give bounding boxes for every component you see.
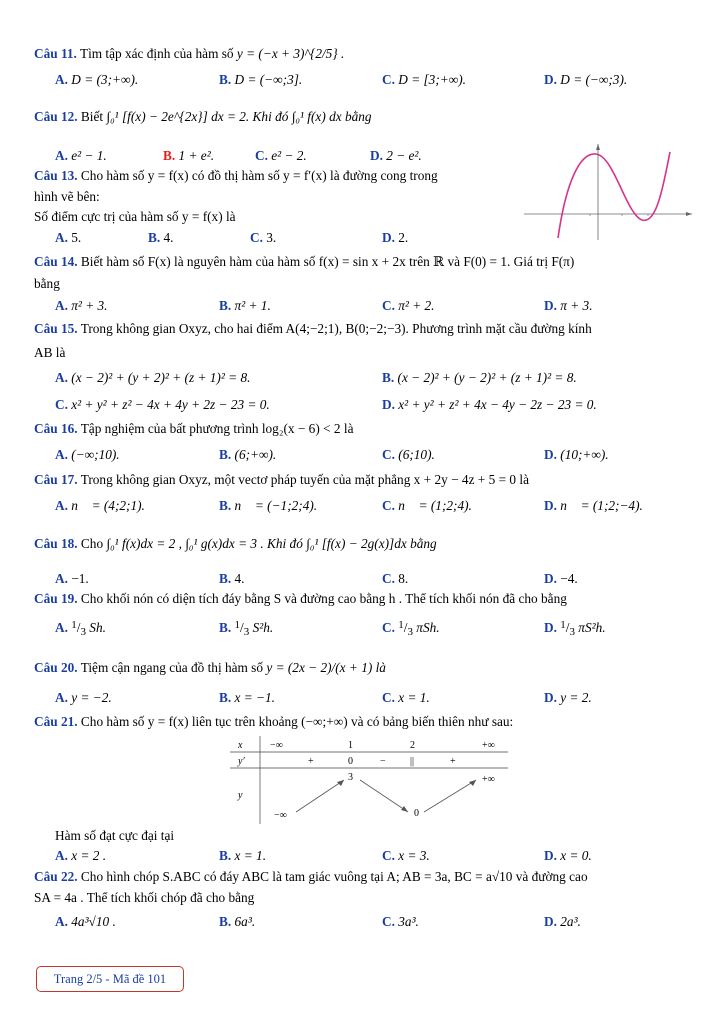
- option-c-letter[interactable]: C.: [382, 914, 395, 929]
- vt-yprime-plus: +: [308, 756, 314, 767]
- question-label: Câu 15.: [34, 321, 78, 336]
- option-a-value: Sh.: [89, 620, 106, 635]
- option-c-value: πSh.: [416, 620, 440, 635]
- question-17: [34, 472, 529, 488]
- question-label: Câu 20.: [34, 660, 78, 675]
- arrow-head-icon: [337, 780, 344, 786]
- question-20: [34, 660, 386, 676]
- option-b-value: n⃗ = (−1;2;4).: [234, 498, 318, 513]
- option-c-letter[interactable]: C.: [382, 690, 395, 705]
- option-b-letter[interactable]: B.: [219, 72, 232, 87]
- option-b-letter[interactable]: B.: [219, 498, 232, 513]
- option-b-letter[interactable]: B.: [382, 370, 395, 385]
- option-d-letter[interactable]: D.: [544, 690, 557, 705]
- option-a-letter[interactable]: A.: [55, 498, 68, 513]
- question-label: Câu 16.: [34, 421, 78, 436]
- option-b-value: (6;+∞).: [234, 447, 277, 462]
- question-text: Cho hàm số y = f(x) liên tục trên khoảng (−∞;+∞) và có bảng biến thiên như sau:: [80, 714, 514, 729]
- option-d-letter[interactable]: D.: [544, 72, 557, 87]
- option-c-letter[interactable]: C.: [250, 230, 263, 245]
- option-a-value: (−∞;10).: [71, 447, 120, 462]
- question-21: [34, 714, 513, 730]
- question-text: Cho hình chóp S.ABC có đáy ABC là tam giác vuông tại A; AB = 3a, BC = a√10 và đường cao: [80, 869, 588, 884]
- option-d-value: y = 2.: [560, 690, 592, 705]
- option-b-letter[interactable]: B.: [219, 447, 232, 462]
- option-b-value: 6a³.: [234, 914, 256, 929]
- fraction-denominator: 3: [80, 626, 86, 638]
- option-d-letter[interactable]: D.: [544, 848, 557, 863]
- question-label: Câu 11.: [34, 46, 77, 61]
- arrow-head-icon: [469, 780, 476, 786]
- y-axis-arrow-icon: [596, 144, 600, 150]
- vt-yprime-plus2: +: [450, 756, 456, 767]
- fraction-one-third: 1: [398, 619, 404, 631]
- vt-y-pos-inf: +∞: [482, 774, 495, 785]
- vt-x-pos-inf: +∞: [482, 740, 495, 751]
- option-a-value: 5.: [71, 230, 82, 245]
- fraction-denominator: 3: [569, 626, 575, 638]
- option-b-letter[interactable]: B.: [219, 914, 232, 929]
- question-22-line2: SA = 4a . Thể tích khối chóp đã cho bằng: [34, 890, 255, 905]
- question-15-line2: AB là: [34, 345, 66, 360]
- question-16: [34, 421, 353, 437]
- option-c-value: x = 3.: [398, 848, 430, 863]
- option-a-letter[interactable]: A.: [55, 690, 68, 705]
- question-text: Biết: [80, 109, 104, 124]
- question-text: Biết hàm số F(x) là nguyên hàm của hàm số f(x) = sin x + 2x trên ℝ và F(0) = 1. Giá trị F(π): [80, 254, 575, 269]
- vt-y-label: y: [238, 790, 243, 801]
- question-math: ∫₀¹ f(x)dx = 2 , ∫₀¹ g(x)dx = 3 . Khi đó ∫₀¹ [f(x) − 2g(x)]dx bằng: [106, 536, 437, 551]
- option-d-letter[interactable]: D.: [382, 397, 395, 412]
- variation-table: [230, 736, 508, 824]
- option-a-value: 4a³√10 .: [71, 914, 116, 929]
- vt-x-label: x: [238, 740, 243, 751]
- option-a-letter[interactable]: A.: [55, 447, 68, 462]
- question-18: [34, 536, 437, 552]
- option-b-letter[interactable]: B.: [219, 690, 232, 705]
- option-b-letter-marked[interactable]: B.: [163, 148, 176, 163]
- option-a-letter[interactable]: A.: [55, 72, 68, 87]
- option-a-letter[interactable]: A.: [55, 298, 68, 313]
- option-a-value: D = (3;+∞).: [71, 72, 139, 87]
- option-c-value: x = 1.: [398, 690, 430, 705]
- arrow-head-icon: [401, 806, 408, 812]
- question-text: Trong không gian Oxyz, cho hai điểm A(4;−2;1), B(0;−2;−3). Phương trình mặt cầu đường kính: [80, 321, 592, 336]
- question-label: Câu 13.: [34, 168, 78, 183]
- option-b-letter[interactable]: B.: [219, 298, 232, 313]
- vt-x-1: 1: [348, 740, 353, 751]
- x-axis-arrow-icon: [686, 212, 692, 216]
- vt-yprime-label: y′: [238, 756, 245, 767]
- question-14: [34, 254, 574, 270]
- option-b-letter[interactable]: B.: [148, 230, 161, 245]
- question-text: Tìm tập xác định của hàm số: [79, 46, 234, 61]
- question-math: y = (−x + 3)^{2/5} .: [236, 46, 345, 61]
- option-b-letter[interactable]: B.: [219, 620, 232, 635]
- vt-x-neg-inf: −∞: [270, 740, 283, 751]
- option-d-value: D = (−∞;3).: [560, 72, 628, 87]
- option-d-value: n⃗ = (1;2;−4).: [560, 498, 643, 513]
- options-17: [0, 498, 725, 514]
- option-a-value: x = 2 .: [71, 848, 107, 863]
- option-d-value: 2a³.: [560, 914, 581, 929]
- option-b-value: 4.: [163, 230, 174, 245]
- question-12: [34, 109, 372, 125]
- vt-y-0: 0: [414, 808, 419, 819]
- option-d-letter[interactable]: D.: [544, 447, 557, 462]
- option-c-letter[interactable]: C.: [255, 148, 268, 163]
- question-text: Cho hàm số y = f(x) có đồ thị hàm số y = f′(x) là đường cong trong: [80, 168, 438, 183]
- option-b-value: 4.: [234, 571, 245, 586]
- question-text: Cho khối nón có diện tích đáy bằng S và đường cao bằng h . Thể tích khối nón đã cho bằng: [80, 591, 567, 606]
- question-13-line3: Số điểm cực trị của hàm số y = f(x) là: [34, 209, 236, 224]
- option-b-value: (x − 2)² + (y − 2)² + (z + 1)² = 8.: [397, 370, 577, 385]
- fraction-denominator: 3: [407, 626, 413, 638]
- question-label: Câu 14.: [34, 254, 78, 269]
- fraction-one-third: 1: [71, 619, 77, 631]
- option-d-value: (10;+∞).: [560, 447, 609, 462]
- option-c-letter[interactable]: C.: [382, 298, 395, 313]
- derivative-curve: [558, 152, 670, 238]
- option-c-letter[interactable]: C.: [382, 498, 395, 513]
- option-a-value: (x − 2)² + (y + 2)² + (z + 1)² = 8.: [71, 370, 251, 385]
- option-a-letter[interactable]: A.: [55, 914, 68, 929]
- option-b-value: 1 + e².: [178, 148, 215, 163]
- option-c-value: x² + y² + z² − 4x + 4y + 2z − 23 = 0.: [71, 397, 270, 412]
- vt-y-3: 3: [348, 772, 353, 783]
- option-b-value: x = −1.: [234, 690, 275, 705]
- arrow-up-1: [296, 780, 344, 812]
- question-label: Câu 22.: [34, 869, 78, 884]
- options-20: [0, 690, 725, 706]
- question-math: ∫₀¹ [f(x) − 2e^{2x}] dx = 2. Khi đó ∫₀¹ f(x) dx bằng: [106, 109, 372, 124]
- page-footer: Trang 2/5 - Mã đề 101: [36, 966, 184, 992]
- option-c-letter[interactable]: C.: [382, 447, 395, 462]
- option-a-letter[interactable]: A.: [55, 148, 68, 163]
- option-d-value: −4.: [560, 571, 578, 586]
- vt-x-2: 2: [410, 740, 415, 751]
- option-a-letter[interactable]: A.: [55, 370, 68, 385]
- question-21-line2: Hàm số đạt cực đại tại: [55, 828, 175, 843]
- option-b-value: x = 1.: [234, 848, 267, 863]
- options-11: [0, 72, 725, 88]
- fraction-one-third: 1: [234, 619, 241, 631]
- vt-yprime-minus: −: [380, 756, 386, 767]
- derivative-graph: [522, 142, 694, 242]
- option-c-value: (6;10).: [398, 447, 435, 462]
- options-15-ab: [0, 370, 725, 386]
- option-c-letter[interactable]: C.: [382, 571, 395, 586]
- option-a-value: e² − 1.: [71, 148, 107, 163]
- question-math: y = (2x − 2)/(x + 1) là: [266, 660, 386, 675]
- question-11: [34, 46, 344, 62]
- option-c-value: 3.: [266, 230, 277, 245]
- option-a-value: y = −2.: [71, 690, 112, 705]
- option-c-value: e² − 2.: [271, 148, 307, 163]
- question-14-line2: bằng: [34, 276, 60, 291]
- option-d-letter[interactable]: D.: [544, 498, 557, 513]
- question-19: [34, 591, 567, 607]
- option-d-value: x² + y² + z² + 4x − 4y − 2z − 23 = 0.: [398, 397, 597, 412]
- option-d-letter[interactable]: D.: [544, 298, 557, 313]
- options-16: [0, 447, 725, 463]
- question-text: Cho: [80, 536, 104, 551]
- vt-y-neg-inf: −∞: [274, 810, 287, 821]
- option-b-value: π² + 1.: [234, 298, 271, 313]
- option-a-letter[interactable]: A.: [55, 620, 68, 635]
- option-c-letter[interactable]: C.: [382, 848, 395, 863]
- option-c-value: 8.: [398, 571, 409, 586]
- options-22: [0, 914, 725, 930]
- question-label: Câu 17.: [34, 472, 78, 487]
- fraction-one-third: 1: [560, 619, 566, 631]
- arrow-down: [360, 780, 408, 812]
- options-21: [0, 848, 725, 864]
- option-b-value: S²h.: [252, 620, 274, 635]
- option-d-value: 2 − e².: [386, 148, 422, 163]
- option-d-letter[interactable]: D.: [382, 230, 395, 245]
- question-label: Câu 12.: [34, 109, 78, 124]
- option-d-value: x = 0.: [560, 848, 592, 863]
- option-c-value: n⃗ = (1;2;4).: [398, 498, 472, 513]
- option-c-letter[interactable]: C.: [382, 620, 395, 635]
- option-a-value: −1.: [71, 571, 89, 586]
- options-19: A. $^1/_3$ Sh. B. $^1/_3$ S²h. C. $^1/_3$ πSh. D. $^1/_3$ πS²h.: [55, 619, 606, 638]
- option-a-letter[interactable]: A.: [55, 571, 68, 586]
- question-text: Tập nghiệm của bất phương trình log₂(x − 6) < 2 là: [80, 421, 354, 436]
- option-c-value: 3a³.: [398, 914, 419, 929]
- vt-yprime-undefined: ||: [410, 756, 415, 767]
- option-a-value: n⃗ = (4;2;1).: [71, 498, 145, 513]
- question-13: [34, 168, 438, 184]
- question-text: Tiệm cận ngang của đồ thị hàm số: [80, 660, 264, 675]
- option-c-letter[interactable]: C.: [382, 72, 395, 87]
- option-d-letter[interactable]: D.: [370, 148, 383, 163]
- option-b-letter[interactable]: B.: [219, 571, 232, 586]
- option-d-letter[interactable]: D.: [544, 620, 557, 635]
- option-c-value: D = [3;+∞).: [398, 72, 466, 87]
- option-b-letter[interactable]: B.: [219, 848, 232, 863]
- option-a-letter[interactable]: A.: [55, 230, 68, 245]
- vt-yprime-zero: 0: [348, 756, 353, 767]
- question-label: Câu 18.: [34, 536, 78, 551]
- options-18: [0, 571, 725, 587]
- option-a-value: π² + 3.: [71, 298, 108, 313]
- question-text: Trong không gian Oxyz, một vectơ pháp tuyến của mặt phẳng x + 2y − 4z + 5 = 0 là: [80, 472, 529, 487]
- option-c-letter[interactable]: C.: [55, 397, 68, 412]
- options-14: [0, 298, 725, 314]
- option-b-value: D = (−∞;3].: [234, 72, 303, 87]
- arrow-up-2: [424, 780, 476, 812]
- option-d-letter[interactable]: D.: [544, 571, 557, 586]
- option-d-value: π + 3.: [560, 298, 593, 313]
- option-d-value: 2.: [398, 230, 409, 245]
- question-22: [34, 869, 588, 885]
- fraction-denominator: 3: [243, 626, 250, 638]
- option-a-letter[interactable]: A.: [55, 848, 68, 863]
- question-label: Câu 21.: [34, 714, 78, 729]
- options-15-cd: [0, 397, 725, 413]
- question-15: [34, 321, 592, 337]
- question-label: Câu 19.: [34, 591, 78, 606]
- option-d-letter[interactable]: D.: [544, 914, 557, 929]
- question-13-line2: hình vẽ bên:: [34, 189, 100, 204]
- option-d-value: πS²h.: [578, 620, 606, 635]
- option-c-value: π² + 2.: [398, 298, 435, 313]
